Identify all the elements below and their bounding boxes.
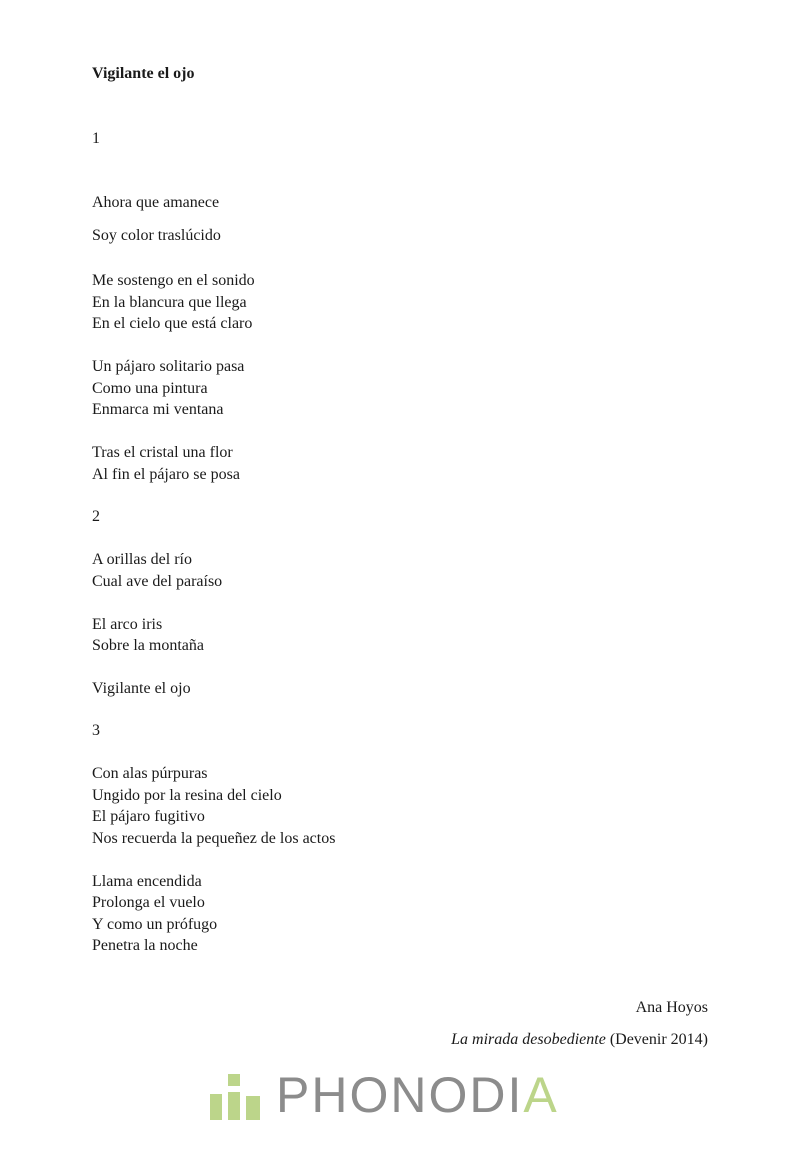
poem-line: Un pájaro solitario pasa xyxy=(92,358,245,375)
poem-title: Vigilante el ojo xyxy=(92,65,195,82)
logo-wordmark-main: PHONODI xyxy=(276,1067,524,1123)
poem-line: Llama encendida xyxy=(92,873,202,890)
poem-line: El pájaro fugitivo xyxy=(92,808,205,825)
section-number: 1 xyxy=(92,130,100,147)
poem-line: Con alas púrpuras xyxy=(92,765,208,782)
poem-line: Tras el cristal una flor xyxy=(92,444,233,461)
logo-wordmark-accent: A xyxy=(523,1067,559,1123)
poem-line: El arco iris xyxy=(92,616,163,633)
phonodia-logo xyxy=(210,1068,590,1126)
section-number: 2 xyxy=(92,508,100,525)
publisher-year: (Devenir 2014) xyxy=(609,1031,708,1048)
poem-line: Ahora que amanece xyxy=(92,194,220,211)
poem-line: En el cielo que está claro xyxy=(92,315,253,332)
poem-line: Soy color traslúcido xyxy=(92,227,221,244)
logo-wordmark xyxy=(276,1066,559,1124)
section-number: 3 xyxy=(92,722,100,739)
poem-line: Prolonga el vuelo xyxy=(92,894,205,911)
bar-chart-logo-icon xyxy=(210,1072,266,1124)
poem-line: Me sostengo en el sonido xyxy=(92,272,255,289)
poem-line: Y como un prófugo xyxy=(92,916,218,933)
poem-line: Vigilante el ojo xyxy=(92,680,191,697)
poem-line: Cual ave del paraíso xyxy=(92,573,223,590)
poem-line: Al fin el pájaro se posa xyxy=(92,466,240,483)
poem-line: En la blancura que llega xyxy=(92,294,247,311)
poem-line: Penetra la noche xyxy=(92,937,198,954)
poem-line: Ungido por la resina del cielo xyxy=(92,787,282,804)
poem-line: Sobre la montaña xyxy=(92,637,204,654)
poem-line: Como una pintura xyxy=(92,380,208,397)
poem-line: Nos recuerda la pequeñez de los actos xyxy=(92,830,336,847)
author-name: Ana Hoyos xyxy=(635,999,708,1016)
book-title: La mirada desobediente xyxy=(451,1031,606,1048)
poem-line: A orillas del río xyxy=(92,551,192,568)
source-citation xyxy=(451,1030,708,1050)
poem-line: Enmarca mi ventana xyxy=(92,401,224,418)
